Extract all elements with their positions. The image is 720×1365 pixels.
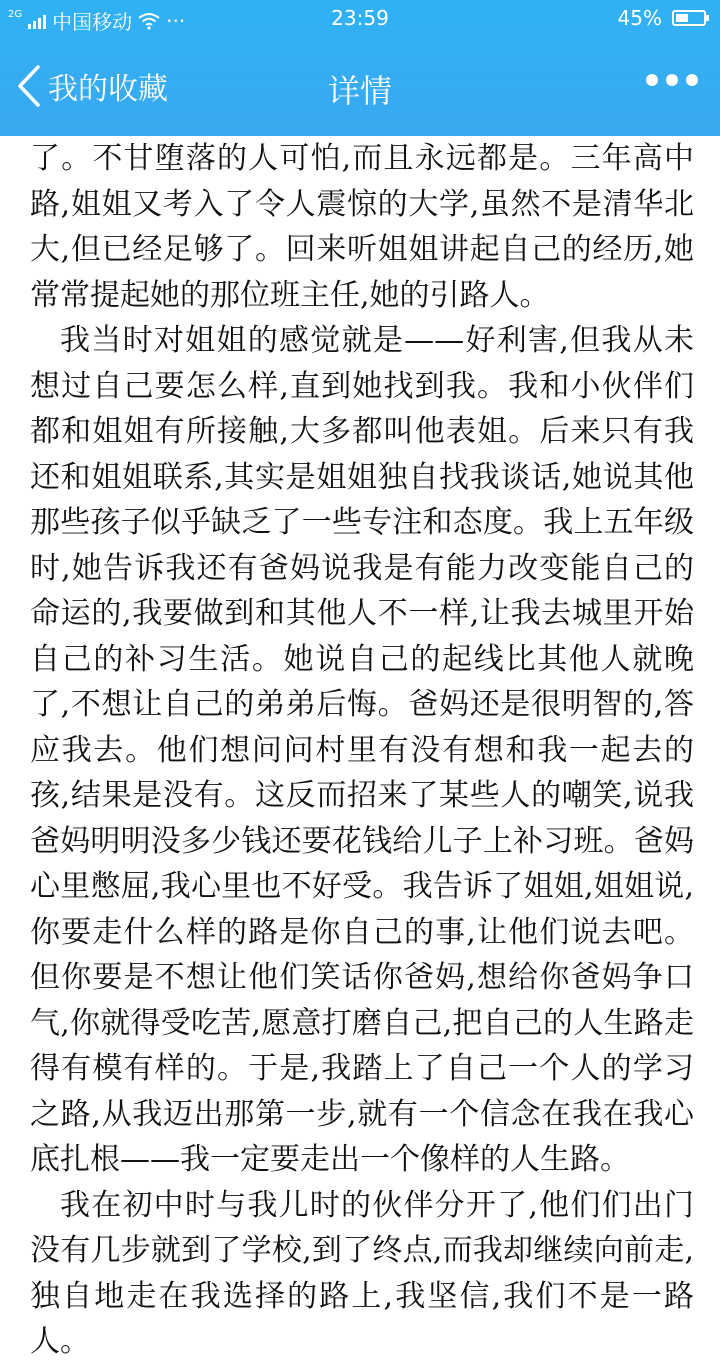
network-type-label: 2G xyxy=(8,8,23,20)
chevron-left-icon xyxy=(14,64,44,108)
status-right xyxy=(618,6,706,30)
article-paragraph-1: 了。不甘堕落的人可怕,而且永远都是。三年高中路,姐姐又考入了令人震惊的大学,虽然不是清华北大,但已经足够了。回来听姐姐讲起自己的经历,她常常提起她的那位班主任,她的引路人。 xyxy=(30,141,694,313)
article-paragraph-3: 我在初中时与我儿时的伙伴分开了,他们们出门没有几步就到了学校,到了终点,而我却继续向前走,独自地走在我选择的路上,我坚信,我们不是一路人。 xyxy=(30,1187,694,1359)
carrier-label: 中国移动 xyxy=(52,10,133,34)
battery-icon xyxy=(672,10,706,26)
battery-percent: 45% xyxy=(617,6,662,30)
page-title: 详情 xyxy=(327,72,392,110)
battery-fill xyxy=(676,14,688,22)
app-header xyxy=(0,0,720,136)
back-button[interactable] xyxy=(14,64,168,108)
more-options-icon[interactable] xyxy=(646,74,698,86)
status-bar xyxy=(0,0,720,36)
article-body xyxy=(30,136,694,1365)
article-paragraph-2: 我当时对姐姐的感觉就是——好利害,但我从未想过自己要怎么样,直到她找到我。我和小伙伴们都和姐姐有所接触,大多都叫他表姐。后来只有我还和姐姐联系,其实是姐姐独自找我谈话,她说其他那些孩子似乎缺乏了一些专注和态度。我上五年级时,她告诉我还有爸妈说我是有能力改变能自己的命运的,我要做到和其他人不一样,让我去城里开始自己的补习生活。她说自己的起线比其他人就晚了,不想让自己的弟弟后悔。爸妈还是很明智的,答应我去。他们想问问村里有没有想和我一起去的孩,结果是没有。这反而招来了某些人的嘲笑,说我爸妈明明没多少钱还要花钱给儿子上补习班。爸妈心里憋屈,我心里也不好受。我告诉了姐姐,姐姐说,你要走什么样的路是你自己的事,让他们说去吧。但你要是不想让他们笑话你爸妈,想给你爸妈争口气,你就得受吃苦,愿意打磨自己,把自己的人生路走得有模有样的。于是,我踏上了自己一个人的学习之路,从我迈出那第一步,就有一个信念在我在我心底扎根——我一定要走出一个像样的人生路。 xyxy=(30,323,694,1177)
back-label: 我的收藏 xyxy=(48,72,168,107)
nav-bar xyxy=(0,36,720,136)
status-more-indicator: ··· xyxy=(166,8,186,33)
clock: 23:59 xyxy=(331,6,389,30)
